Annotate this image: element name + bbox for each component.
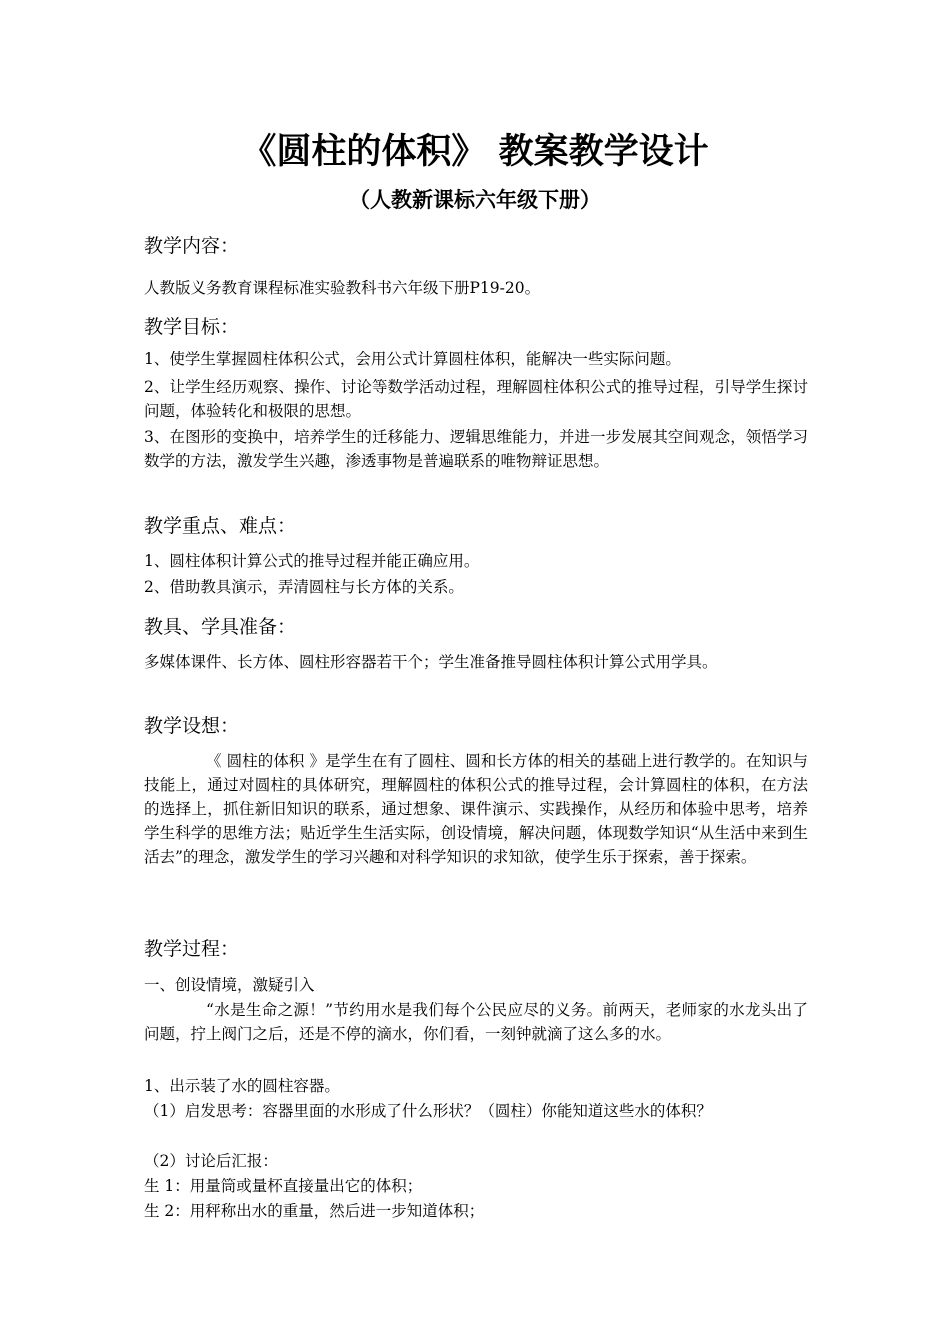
materials-text: 多媒体课件、长方体、圆柱形容器若干个；学生准备推导圆柱体积计算公式用学具。 bbox=[144, 653, 718, 671]
process-question: （1）启发思考：容器里面的水形成了什么形状？（圆柱）你能知道这些水的体积？ bbox=[144, 1102, 712, 1120]
student-answer: 生 2：用秤称出水的重量，然后进一步知道体积； bbox=[144, 1202, 485, 1220]
section-heading-process: 教学过程： bbox=[144, 938, 240, 960]
objective-item: 3、在图形的变换中，培养学生的迁移能力、逻辑思维能力，并进一步发展其空间观念，领悟学习数学的方法，激发学生兴趣，渗透事物是普遍联系的唯物辩证思想。 bbox=[144, 428, 808, 470]
content-text: 人教版义务教育课程标准实验教科书六年级下册P19-20。 bbox=[144, 279, 541, 297]
section-heading-materials: 教具、学具准备： bbox=[144, 616, 297, 638]
process-intro: “水是生命之源！”节约用水是我们每个公民应尽的义务。前两天，老师家的水龙头出了问题，拧上阀门之后，还是不停的滴水，你们看，一刻钟就滴了这么多的水。 bbox=[144, 1001, 808, 1043]
design-text: 《 圆柱的体积 》是学生在有了圆柱、圆和长方体的相关的基础上进行教学的。在知识与技能上，通过对圆柱的具体研究，理解圆柱的体积公式的推导过程，会计算圆柱的体积，在方法的选择上，抓住新旧知识的联系，通过想象、课件演示、实践操作，从经历和体验中思考，培养学生科学的思维方法；贴近学生生活实际，创设情境，解决问题，体现数学知识“从生活中来到生活去”的理念，激发学生的学习兴趣和对科学知识的求知欲，使学生乐于探索，善于探索。 bbox=[144, 752, 808, 866]
process-question: （2）讨论后汇报： bbox=[144, 1152, 278, 1170]
section-heading-objectives: 教学目标： bbox=[144, 316, 240, 338]
process-item: 1、出示装了水的圆柱容器。 bbox=[144, 1077, 340, 1095]
key-point-item: 1、圆柱体积计算公式的推导过程并能正确应用。 bbox=[144, 552, 480, 570]
objective-item: 1、使学生掌握圆柱体积公式，会用公式计算圆柱体积，能解决一些实际问题。 bbox=[144, 350, 681, 368]
section-heading-content: 教学内容： bbox=[144, 235, 240, 257]
process-step-title: 一、创设情境，激疑引入 bbox=[144, 976, 315, 994]
section-heading-design: 教学设想： bbox=[144, 715, 240, 737]
document-title: 《圆柱的体积》 教案教学设计 bbox=[241, 132, 709, 172]
objective-item: 2、让学生经历观察、操作、讨论等数学活动过程，理解圆柱体积公式的推导过程，引导学生探讨问题，体验转化和极限的思想。 bbox=[144, 378, 808, 420]
document-subtitle: （人教新课标六年级下册） bbox=[349, 188, 601, 212]
key-point-item: 2、借助教具演示，弄清圆柱与长方体的关系。 bbox=[144, 578, 464, 596]
section-heading-key-points: 教学重点、难点： bbox=[144, 515, 297, 537]
student-answer: 生 1：用量筒或量杯直接量出它的体积； bbox=[144, 1177, 423, 1195]
